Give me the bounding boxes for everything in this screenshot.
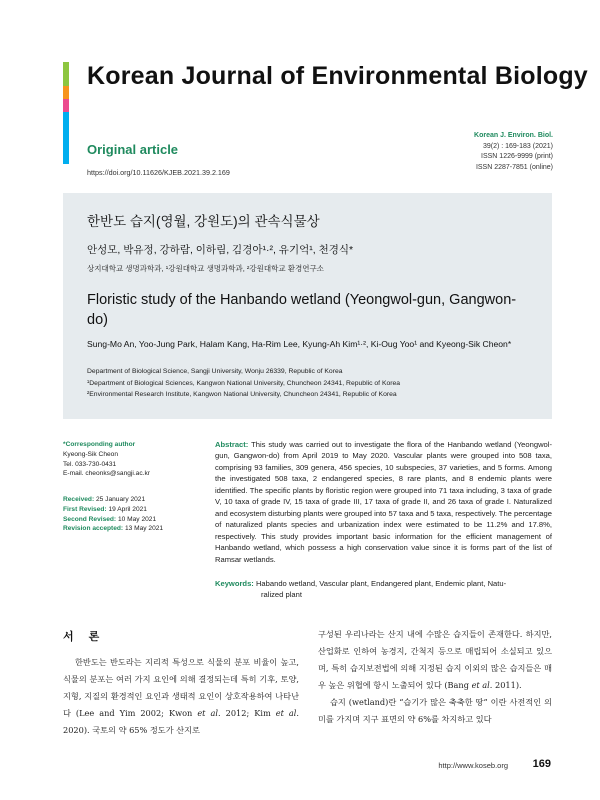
title-korean: 한반도 습지(영월, 강원도)의 관속식물상 xyxy=(87,214,320,229)
keywords-line1: Habando wetland, Vascular plant, Endangered plant, Endemic plant, Natu- xyxy=(255,579,507,588)
journal-color-bar-1 xyxy=(63,62,69,86)
affiliation-2: ²Environmental Research Institute, Kangwon National University, Chuncheon 24341, Republic of Korea xyxy=(87,391,397,399)
journal-title: Korean Journal of Environmental Biology xyxy=(87,62,588,90)
affiliation-1: ¹Department of Biological Sciences, Kangwon National University, Chuncheon 24341, Republic of Korea xyxy=(87,379,401,387)
abstract-text: This study was carried out to investigate the flora of the Hanbando wetland (Yeongwol-gun, Gangwon-do) from April 2019 to May 2020. Vascular plants were grouped into 508 taxa, comprising 93 families, 309 genera, 456 species, 10 subspecies, 37 varieties, and 5 forms. Among the investigated 508 taxa, 2 endangered species, 8 rare plants, and 8 endemic plants were identified. The specific plants by floristic region were grouped into 71 taxa including, 3 taxa of grade V, 10 taxa of grade IV, 15 taxa of grade III, 17 taxa of grade II, and 26 taxa of grade I. Naturalized and ecosystem disturbing plants were grouped into 57 taxa and 5 taxa, respectively. The percentage of naturalized plants species and urbanization index were estimated to be 11.2% and 17.8%, respectively. This study provides important basic information for the efficient management of Hanbando wetland, which possess a high conservation value since it is forms part of the list of Ramsar wetlands. xyxy=(215,440,553,564)
date-received: Received: 25 January 2021 xyxy=(63,496,146,503)
body-paragraph-1: 구성된 우리나라는 산지 내에 수많은 습지들이 존재한다. 하지만, 산업화로 인하여 농경지, 간척지 등으로 매립되어 소실되고 있으며, 특히 습지보전법에 의해 지정된 습지 이외의 많은 습지들은 매우 높은 위협에 항시 노출되어 있다 (Bang et al. 2011). xyxy=(318,629,552,690)
issn-print: ISSN 1226-9999 (print) xyxy=(481,153,553,161)
corresponding-tel: Tel. 033-730-0431 xyxy=(63,460,117,468)
journal-color-bar-4 xyxy=(63,112,69,164)
journal-info xyxy=(474,131,553,173)
page-number: 169 xyxy=(532,758,551,770)
date-first-revised: First Revised: 19 April 2021 xyxy=(63,505,147,513)
keywords xyxy=(215,578,552,600)
date-accepted: Revision accepted: 13 May 2021 xyxy=(63,525,164,533)
body-text-right xyxy=(318,626,552,728)
authors-english: Sung-Mo An, Yoo-Jung Park, Halam Kang, Ha-Rim Lee, Kyung-Ah Kim¹·², Ki-Oug Yoo¹ and Kyeong-Sik Cheon* xyxy=(87,339,512,349)
issn-online: ISSN 2287-7851 (online) xyxy=(475,163,553,171)
journal-color-bar-2 xyxy=(63,86,69,99)
keywords-line2: ralized plant xyxy=(261,590,302,599)
affiliations-korean: 상지대학교 생명과학과, ¹강원대학교 생명과학과, ²강원대학교 환경연구소 xyxy=(87,264,324,273)
corresponding-email[interactable]: E-mail. cheonks@sangji.ac.kr xyxy=(63,470,150,478)
date-second-revised: Second Revised: 10 May 2021 xyxy=(63,515,157,523)
section-heading: 서 론 xyxy=(63,631,106,643)
journal-abbrev: Korean J. Environ. Biol. xyxy=(474,132,553,139)
journal-color-bar-3 xyxy=(63,99,69,112)
corresponding-author xyxy=(63,440,203,479)
abstract xyxy=(215,439,552,565)
journal-volume: 39(2) : 169-183 (2021) xyxy=(482,142,553,150)
article-type: Original article xyxy=(87,142,179,157)
doi-link[interactable]: https://doi.org/10.11626/KJEB.2021.39.2.169 xyxy=(87,168,230,177)
corresponding-label: *Corresponding author xyxy=(63,441,136,448)
corresponding-name: Kyeong-Sik Cheon xyxy=(63,450,118,458)
title-english: Floristic study of the Hanbando wetland (Yeongwol-gun, Gangwon-do) xyxy=(87,292,517,328)
authors-korean: 안성모, 박유정, 강하람, 이하림, 김경아¹·², 유기억¹, 천경식* xyxy=(87,244,354,256)
affiliation-0: Department of Biological Science, Sangji University, Wonju 26339, Republic of Korea xyxy=(87,368,343,375)
footer-url[interactable]: http://www.koseb.org xyxy=(438,761,508,770)
body-paragraph-2: 습지 (wetland)란 “습기가 많은 축축한 땅” 이란 사전적인 의미를 가지며 지구 표면의 약 6%를 차지하고 있다 xyxy=(318,697,552,724)
abstract-label: Abstract: xyxy=(215,440,249,449)
article-dates xyxy=(63,495,203,534)
keywords-label: Keywords: xyxy=(215,579,254,588)
body-text-left: 한반도는 반도라는 지리적 특성으로 식물의 분포 비율이 높고, 식물의 분포는 여러 가지 요인에 의해 결정되는데 특히 기후, 토양, 지형, 지질의 환경적인 요인과 생태적 요인이 상호작용하여 나타난다 (Lee and Yim 2002; Kwon et al. 2012; Kim et al. 2020). 국토의 약 65% 정도가 산지로 xyxy=(63,657,300,735)
affiliations-english xyxy=(87,366,547,401)
